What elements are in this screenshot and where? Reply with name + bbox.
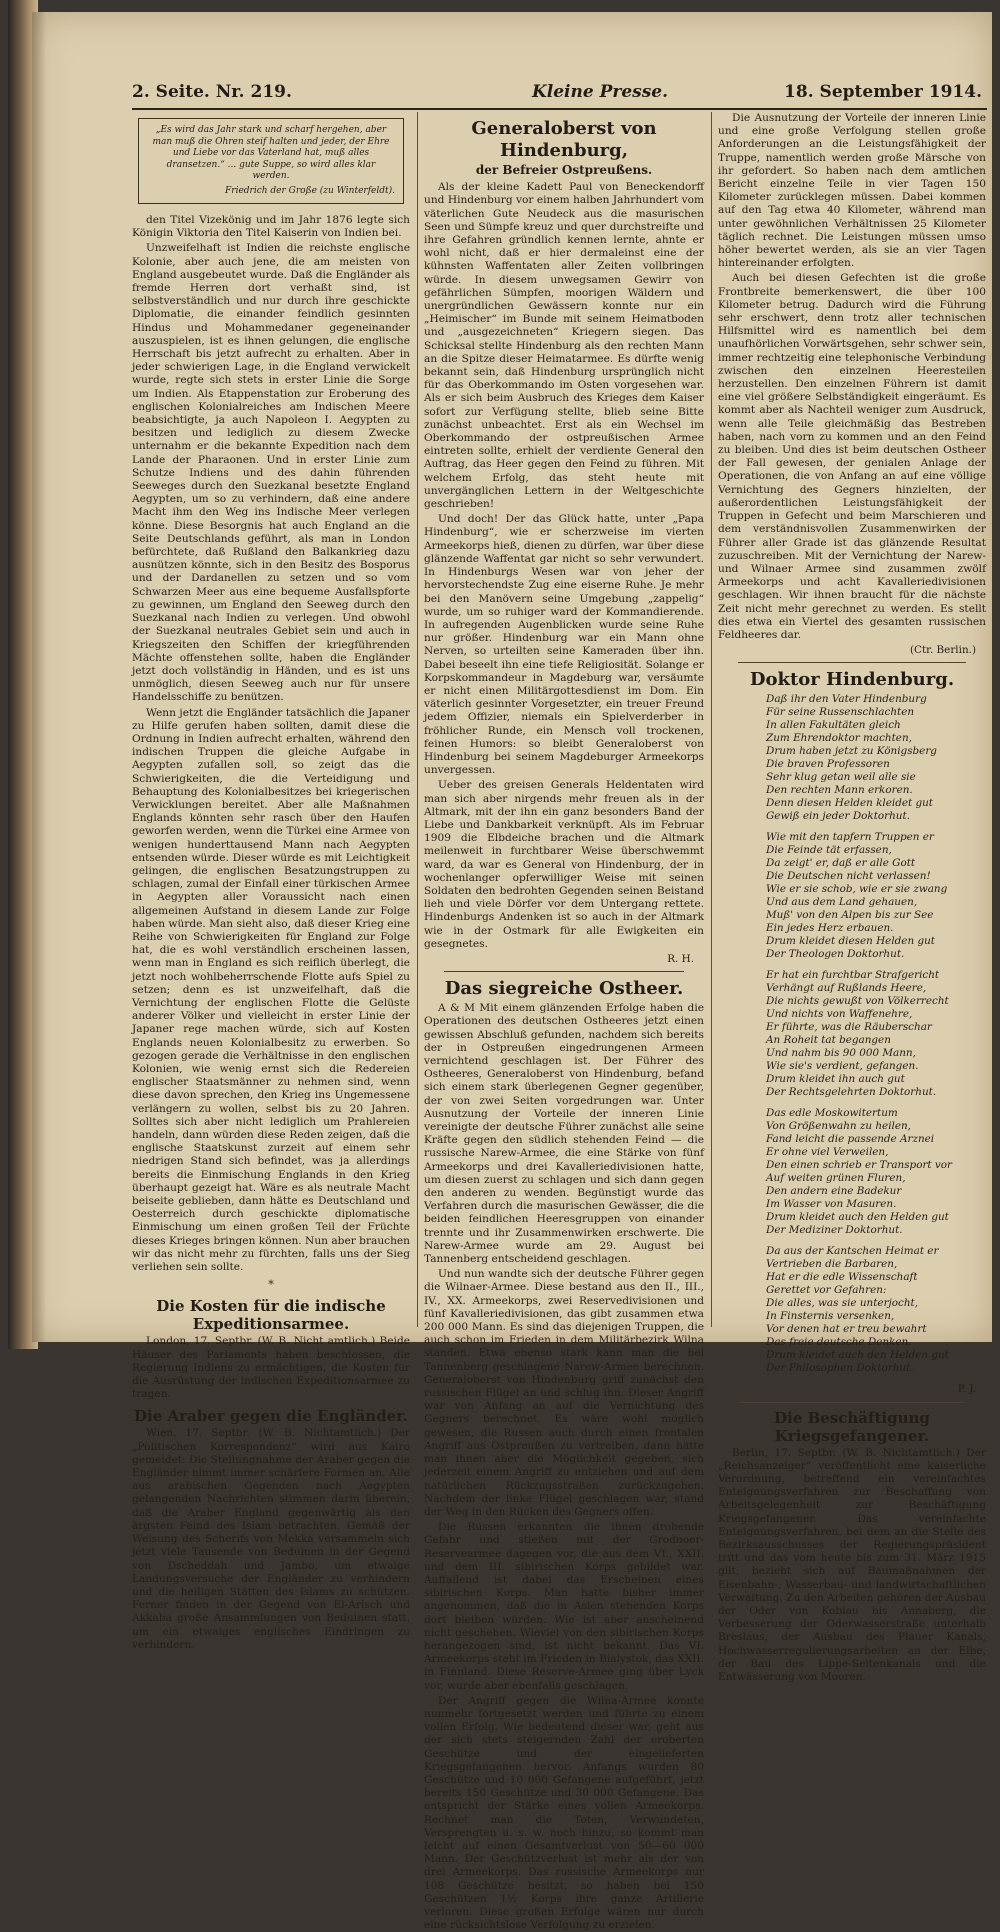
quote-box xyxy=(138,118,404,204)
poem-signature: P. J. xyxy=(957,1383,976,1396)
poem-line: Und nichts von Waffenehre, xyxy=(766,1008,913,1021)
poem-line: Der Rechtsgelehrten Doktorhut. xyxy=(766,1086,937,1099)
poem-line: Drum kleidet diesen Helden gut xyxy=(766,935,935,948)
poem-line: Die nichts gewußt von Völkerrecht xyxy=(766,995,949,1008)
poem-line: Drum kleidet auch den Helden gut xyxy=(766,1349,949,1362)
poem-line: Der Philosophen Doktorhut. xyxy=(766,1362,914,1375)
article-signature: (Ctr. Berlin.) xyxy=(909,644,976,657)
poem-line: Gerettet vor Gefahren: xyxy=(766,1284,887,1297)
poem-stanza xyxy=(718,969,986,1099)
poem-line: Die braven Professoren xyxy=(766,758,890,771)
poem-line: In Finsternis versenken, xyxy=(766,1310,895,1323)
article-paragraph: Und nun wandte sich der deutsche Führer gegen die Wilnaer-Armee. Diese bestand aus den II., III., IV., XX. Armeekorps, zwei Reservedivisionen und fünf Kavalleriedivisionen, das gibt zusammen etwa 200 000 Mann. Es sind das diejenigen Truppen, die auch schon im Frieden in dem Militärbezirk Wilna standen. Etwa ebenso stark kann man die bei Tannenberg geschlagene Narew-Armee berechnen. Generaloberst von Hindenburg griff zunächst den russischen Flügel an und schlug ihn. Dieser Angriff war von Anfang an auf die Vernichtung des Gegners berechnet. Es wäre wohl möglich gewesen, die Russen auch durch einen frontalen Angriff aus Ostpreußen zu vertreiben, dann hätte man ihnen aber die Möglichkeit gegeben, sich jederzeit einem Angriff zu entziehen und auf dem natürlichen Rückzugsstraßen zurückzugehen. Nachdem der linke Flügel geschlagen war, stand der Weg in den Rücken des Gegners offen. xyxy=(424,1268,704,1518)
article-paragraph: Die Russen erkannten die ihnen drohende Gefahr und stießen mit der Grodnoer-Reservearmee dagegen vor, die aus dem VI., XXII. und dem III. sibirischen Korps gebildet war. Auffallend ist dabei das Erscheinen eines sibirischen Korps. Man hatte bisher immer angenommen, daß die in Asien stehenden Korps dort bleiben würden. Wie ist aber anscheinend nicht geschehen. Wieviel von den sibirischen Korps herangezogen sind, ist nicht bekannt. Das VI. Armeekorps steht im Frieden in Bialystok, das XXII. in Finnland. Diese Reserve-Armee ging über Lyck vor, wurde aber ebenfalls geschlagen. xyxy=(424,1521,704,1692)
poem-line: Vertrieben die Barbaren, xyxy=(766,1258,898,1271)
poem-stanza xyxy=(718,831,986,961)
poem-line: Den einen schrieb er Transport vor xyxy=(766,1159,953,1172)
poem-stanza xyxy=(718,1107,986,1237)
section-divider xyxy=(444,971,684,972)
article-paragraph: den Titel Vizekönig und im Jahr 1876 legte sich Königin Viktoria den Titel Kaiserin von Indien bei. xyxy=(132,214,410,240)
section-divider xyxy=(738,662,966,663)
article-paragraph: Ueber des greisen Generals Heldentaten wird man sich aber nirgends mehr freuen als in der Altmark, mit der ihn ein ganz besonders Band der Liebe und Dankbarkeit verknüpft. Als im Februar 1909 die Elbdeiche brachen und die Altmark meilenweit in furchtbarer Weise überschwemmt ward, da war es General von Hindenburg, der in wochenlanger opferwilliger Weise mit seinen Soldaten den bedrohten Gegenden seinen Beistand lieh und viele Dörfer vor dem Untergang rettete. Hindenburgs Andenken ist so auch in der Altmark wie in der Ostmark für alle Ewigkeiten ein gesegnetes. xyxy=(424,779,704,950)
poem-line: Wie sie's verdient, gefangen. xyxy=(766,1060,919,1073)
quote-signature: Friedrich der Große (zu Winterfeldt). xyxy=(225,185,395,196)
poem-line: Muß' von den Alpen bis zur See xyxy=(766,909,934,922)
poem-line: Das edle Moskowitertum xyxy=(766,1107,898,1120)
poem-line: Er führte, was die Räuberschar xyxy=(766,1021,932,1034)
section-divider xyxy=(738,1402,966,1403)
poem-line: Da aus der Kantschen Heimat er xyxy=(766,1245,939,1258)
poem-stanza xyxy=(718,1245,986,1375)
headline-doktor: Doktor Hindenburg. xyxy=(749,669,955,691)
page-header xyxy=(132,82,982,108)
poem-line: Den andern eine Badekur xyxy=(766,1185,902,1198)
poem-stanza xyxy=(718,693,986,823)
article-paragraph: Wien, 17. Septbr. (W. B. Nichtamtlich.) Der „Politischen Korrespondenz“ wird aus Kairo gemeldet: Die Stellungnahme der Araber gegen die Engländer nimmt immer schärfere Formen an. Alle aus arabischen Gegenden nach Aegypten gelangenden Nachrichten stimmen darin überein, daß die Araber England gegenwärtig als den ärgsten Feind des Islam betrachten. Gemäß der Weisung des Scherifs von Mekka versammeln sich jetzt viele Tausende von Beduinen in der Gegend von Dscheddah und Jambo, um etwaige Landungsversuche der Engländer zu verhindern und die heiligen Stätten des Islams zu schützen. Ferner finden in der Gegend von El-Arisch und Akkaba große Ansammlungen von Beduinen statt, um ein etwaiges englisches Eindringen zu verhindern. xyxy=(132,1427,410,1651)
poem-line: Drum kleidet auch den Helden gut xyxy=(766,1211,949,1224)
poem-line: Hat er die edle Wissenschaft xyxy=(766,1271,918,1284)
poem-line: Er ohne viel Verweilen, xyxy=(766,1146,889,1159)
poem-line: Den rechten Mann erkoren. xyxy=(766,784,913,797)
poem-line: Die alles, was sie unterjocht, xyxy=(766,1297,919,1310)
poem-line: Für seine Russenschlachten xyxy=(766,706,915,719)
header-masthead: Kleine Presse. xyxy=(532,82,669,102)
article-paragraph: A & M Mit einem glänzenden Erfolge haben die Operationen des deutschen Ostheeres jetzt einen gewissen Abschluß gefunden, nachdem sich bereits der in Ostpreußen eingedrungenen Armeen vernichtend geschlagen ist. Der Führer des Ostheeres, Generaloberst von Hindenburg, befand sich einem stark überlegenen Gegner gegenüber, der von zwei Seiten vorgedrungen war. Unter Ausnutzung der Vorteile der inneren Linie vereinigte der deutsche Führer zunächst alle seine Kräfte gegen den südlich stehenden Feind — die russische Narew-Armee, die eine Stärke von fünf Armeekorps und drei Kavalleriedivisionen hatte, um diesen zuerst zu schlagen und sich dann gegen den anderen zu wenden. Begünstigt wurde das Verfahren durch die masurischen Gewässer, die die beiden feindlichen Heeresgruppen von einander trennte und ihr Zusammenwirken erschwerte. Die Narew-Armee wurde am 29. August bei Tannenberg entscheidend geschlagen. xyxy=(424,1002,704,1266)
poem-line: In allen Fakultäten gleich xyxy=(766,719,901,732)
poem xyxy=(718,693,986,1375)
headline-ostheer: Das siegreiche Ostheer. xyxy=(444,978,684,1000)
poem-line: Der Theologen Doktorhut. xyxy=(766,948,905,961)
article-paragraph: Wenn jetzt die Engländer tatsächlich die Japaner zu Hilfe gerufen haben sollten, damit diese die Ordnung in Indien aufrecht erhalten, während den indischen Truppen die gleiche Aufgabe in Aegypten zufallen soll, so zeigt das die Schwierigkeiten, die die Verteidigung und Behauptung des Kolonialbesitzes bei kriegerischen Verwicklungen bereitet. Aber alle Maßnahmen Englands könnten sehr rasch über den Haufen geworfen werden, wenn die Türkei eine Armee von wenigen hunderttausend Mann nach Aegypten entsenden würde. Dieser würde es mit Leichtigkeit gelingen, die englischen Besatzungstruppen zu schlagen, zumal der Einfall einer türkischen Armee in Aegypten aller Voraussicht nach einen allgemeinen Aufstand in diesem Lande zur Folge haben würde. Man sieht also, daß dieser Krieg eine Reihe von Schwierigkeiten für England zur Folge hat, die es wohl verständlich erscheinen lassen, wenn man in England es sich reiflich überlegt, die jetzt noch wohlbeherrschende Flotte aufs Spiel zu setzen; denn es ist unzweifelhaft, daß die Vernichtung der englischen Flotte die Gelüste anderer Völker und vielleicht in erster Linie der Japaner rege machen würde, sich auf Kosten Englands neuen Kolonialbesitz zu erwerben. So gezogen gerade die Verhältnisse in den englischen Kolonien, wie wenig ernst sich die Redereien englischer Staatsmänner zu nehmen sind, wenn diese davon sprechen, den Krieg ins Ungemessene verlängern zu wollen, selbst bis zu 20 Jahren. Solltes sich aber nicht lediglich um Prahlereien handeln, dann würden diese Reden zeigen, daß die englische Staatskunst zurzeit auf einem sehr niedrigen Stand sich befindet, was ja allerdings bereits die Einmischung Englands in den Krieg überhaupt gezeigt hat. Wäre es als neutrale Macht beiseite geblieben, dann hätte es Deutschland und Oesterreich durch geschickte diplomatische Einmischung um einen großen Teil der Früchte dieses Krieges bringen können. Nun aber brauchen wir das nicht mehr zu fürchten, falls uns der Sieg verliehen sein sollte. xyxy=(132,706,410,1274)
newspaper-page xyxy=(32,12,992,1932)
headline-costs: Die Kosten für die indische Expeditionsarmee. xyxy=(156,1297,386,1334)
article-paragraph: Die Ausnutzung der Vorteile der inneren Linie und eine große Verfolgung stellen große Anforderungen an die Leistungsfähigkeit der Truppe, namentlich werden große Märsche von ihr gefordert. So haben nach dem amtlichen Bericht einzelne Teile in vier Tagen 150 Kilometer zurücklegen müssen. Dabei kommen auf den Tag etwa 40 Kilometer, während man unter gewöhnlichen Verhältnissen 25 Kilometer täglich rechnet. Die Leistungen müssen umso höher bewertet werden, als sie an vier Tagen hintereinander erfolgten. xyxy=(718,112,986,270)
headline-araber: Die Araber gegen die Engländer. xyxy=(134,1407,408,1426)
poem-line: Drum kleidet ihn auch gut xyxy=(766,1073,905,1086)
column-rule-1 xyxy=(417,112,418,1327)
headline-gefangene: Die Beschäftigung Kriegsgefangener. xyxy=(774,1408,930,1445)
poem-line: Von Größenwahn zu heilen, xyxy=(766,1120,911,1133)
poem-line: Drum haben jetzt zu Königsberg xyxy=(766,745,937,758)
header-rule xyxy=(132,108,987,110)
poem-line: Im Wasser von Masuren. xyxy=(766,1198,897,1211)
poem-line: Und nahm bis 90 000 Mann, xyxy=(766,1047,916,1060)
poem-line: Fand leicht die passende Arznei xyxy=(766,1133,935,1146)
binding-shadow xyxy=(32,12,46,1342)
poem-line: Gewiß ein jeder Doktorhut. xyxy=(766,810,910,823)
article-paragraph: Unzweifelhaft ist Indien die reichste englische Kolonie, aber auch jene, die am meisten von England ausgebeutet wurde. Daß die Engländer als fremde Herren dort verhaßt sind, ist selbstverständlich und nur durch ihre geschickte Diplomatie, die einander feindlich gesinnten Hindus und Mohammedaner gegeneinander auszuspielen, ist es ihnen gelungen, die englische Herrschaft bis jetzt aufrecht zu erhalten. Aber in jeder schwierigen Lage, in die England verwickelt wurde, regte sich stets in erster Linie die Sorge um Indien. Als Etappenstation zur Eroberung des englischen Kolonialreiches am Indischen Meere beabsichtigte, ja auch Napoleon I. Aegypten zu besitzen und lediglich zu diesem Zwecke unternahm er die bekannte Expedition nach dem Lande der Pharaonen. Und in erster Linie zum Schutze Indiens und des dahin führenden Seeweges durch den Suezkanal besetzte England Aegypten, um so zu verhindern, daß eine andere Macht ihm den Weg ins Indische Meer verlegen könne. Diese Besorgnis hat auch England an die Seite Deutschlands geführt, als man in London befürchtete, daß Rußland den Balkankrieg dazu ausnützen könnte, sich in den Besitz des Bosporus und der Dardanellen zu setzen und so vom Schwarzen Meer aus eine bequeme Ausfallspforte zu gewinnen, um England den Seeweg durch den Suezkanal nach Indien zu verlegen. Und obwohl der Suezkanal neutrales Gebiet sein und auch in Kriegszeiten den Schiffen der kriegführenden Mächte offenstehen sollte, haben die Engländer jetzt doch vollständig in Händen, und es ist uns unmöglich, diesen Seeweg auch nur für unsere Handelsschiffe zu benützen. xyxy=(132,242,410,704)
header-page-number: 2. Seite. Nr. 219. xyxy=(132,82,292,102)
poem-line: Sehr klug getan weil alle sie xyxy=(766,771,916,784)
article-paragraph: London, 17. Septbr. (W. B. Nicht amtlich.) Beide Häuser des Parlaments haben beschlossen, die Regierung Indiens zu ermächtigen, die Kosten für die Ausrüstung der indischen Expeditionsarmee zu tragen. xyxy=(132,1335,410,1401)
poem-line: Denn diesen Helden kleidet gut xyxy=(766,797,933,810)
column-rule-2 xyxy=(711,112,712,1327)
article-paragraph: Und doch! Der das Glück hatte, unter „Papa Hindenburg“, wie er scherzweise im vierten Armeekorps hieß, dienen zu dürfen, war über diese glänzende Waffentat gar nicht so sehr verwundert. In Hindenburgs Wesen war von jeher der hervorstechendste Zug eine eiserne Ruhe. Je mehr bei den Manövern seine Umgebung „zappelig“ wurde, um so ruhiger ward der Kommandierende. In aufregenden Augenblicken wurde seine Ruhe nur größer. Hindenburg war ein Mann ohne Nerven, so urteilten seine Kameraden über ihn. Dabei beseelt ihn eine tiefe Religiosität. Solange er Korpskommandeur in Magdeburg war, versäumte er nicht einen Militärgottesdienst im Dom. Ein väterlich gesinnter Vorgesetzter, ein treuer Freund jedem Offizier, niemals ein Spielverderber in fröhlicher Runde, ein Mensch voll trockenen, feinen Humors: so bleibt Generaloberst von Hindenburg bei seinem Magdeburger Armeekorps unvergessen. xyxy=(424,513,704,777)
poem-line: Wie mit den tapfern Truppen er xyxy=(766,831,934,844)
poem-line: Die Deutschen nicht verlassen! xyxy=(766,870,931,883)
column-1 xyxy=(132,112,410,1651)
poem-line: Zum Ehrendoktor machten, xyxy=(766,732,912,745)
column-2 xyxy=(424,112,704,1932)
poem-line: Und aus dem Land gehauen, xyxy=(766,896,918,909)
subheadline-hindenburg: der Befreier Ostpreußens. xyxy=(475,163,653,177)
article-paragraph: Auch bei diesen Gefechten ist die große Frontbreite bemerkenswert, die über 100 Kilometer betrug. Dadurch wird die Führung sehr erschwert, denn trotz aller technischen Hilfsmittel wird es namentlich bei dem unaufhörlichen Vorwärtsgehen, sehr schwer sein, immer rechtzeitig eine telephonische Verbindung zwischen den einzelnen Heeresteilen herzustellen. Den einzelnen Führern ist damit eine viel größere Selbständigkeit eingeräumt. Es kommt aber als Nachteil weniger zum Ausdruck, wenn alle Teile gleichmäßig das Bestreben haben, nach vorn zu kommen und an den Feind zu bleiben. Und dies ist beim deutschen Ostheer der Fall gewesen, der genialen Anlage der Operationen, die von Anfang an auf eine völlige Vernichtung des Gegners hinzielten, der außerordentlichen Leistungsfähigkeit der Truppen in Gefecht und beim Marschieren und dem verständnisvollen Zusammenwirken der Führer aller Grade ist das glänzende Resultat zuzuschreiben. Mit der Vernichtung der Narew- und Wilnaer Armee sind zusammen zwölf Armeekorps und acht Kavalleriedivisionen geschlagen. Wir ihnen braucht für die nächste Zeit nicht mehr gerechnet zu werden. Es stellt dies etwa ein Viertel des gesamten russischen Feldheeres dar. xyxy=(718,272,986,641)
poem-line: Er hat ein furchtbar Strafgericht xyxy=(766,969,940,982)
poem-line: Das freie deutsche Denken. xyxy=(766,1336,912,1349)
article-paragraph: Der Angriff gegen die Wilna-Armee konnte nunmehr fortgesetzt werden und führte zu einem vollen Erfolg. Wie bedeutend dieser war, geht aus der sich stets steigernden Zahl der eroberten Geschütze und der eingelieferten Kriegsgefangenen hervor. Anfangs wurden 80 Geschütze und 10 000 Gefangene aufgeführt, jetzt bereits 150 Geschütze und 30 000 Gefangene. Das entspricht der Stärke eines vollen Armeekorps. Rechnet man die Toten, Verwundeten, Versprengten u. s. w. noch hinzu, so kommt man leicht auf einen Gesamtverlust von 50—60 000 Mann. Der Geschützverlust ist mehr als der von drei Armeekorps. Das russische Armeekorps nur 108 Geschütze besitzt, so haben bei 150 Geschützen 1½ Korps ihre ganze Artillerie verloren. Diese großen Erfolge wären nur durch eine rücksichtslose Verfolgung zu erzielen. xyxy=(424,1694,704,1932)
poem-line: Vor denen hat er treu bewahrt xyxy=(766,1323,927,1336)
article-signature: R. H. xyxy=(667,952,694,965)
poem-line: Wie er sie schob, wie er sie zwang xyxy=(766,883,948,896)
article-paragraph: Berlin, 17. Septbr. (W. B. Nichtamtlich.) Der „Reichsanzeiger“ veröffentlicht eine kaiserliche Verordnung, betreffend ein vereinfachtes Enteignungsverfahren zur Beschaffung von Arbeitsgelegenheit zur Beschäftigung Kriegsgefangener. Das vereinfachte Enteignungsverfahren, bei dem an die Stelle des Bezirksausschusses der Regierungspräsident tritt und das vom heute bis zum 31. März 1915 gilt, bezieht sich auf Baumaßnahmen der Eisenbahn-, Wasserbau- und landwirtschaftlichen Verwaltung. Zu den Arbeiten gehören der Ausbau der Oder von Koblau bis Annaberg, die Verbesserung der Oderwasserstraße unterhalb Breslaus, der Ausbau des Plauer Kanals, Hochwasserregulierungsarbeiten an der Elbe, der Bau des Lippe-Seitenkanals und die Entwässerung von Mooren. xyxy=(718,1446,986,1683)
poem-line: Auf weiten grünen Fluren, xyxy=(766,1172,906,1185)
column-3 xyxy=(718,112,986,1683)
headline-hindenburg: Generaloberst von Hindenburg, xyxy=(471,118,657,161)
poem-line: Verhängt auf Rußlands Heere, xyxy=(766,982,927,995)
poem-line: Ein jedes Herz erbauen. xyxy=(766,922,894,935)
poem-line: Die Feinde tät erfassen, xyxy=(766,844,892,857)
poem-line: Daß ihr den Vater Hindenburg xyxy=(766,693,927,706)
poem-line: Der Mediziner Doktorhut. xyxy=(766,1224,903,1237)
asterisk-divider: * xyxy=(268,1278,274,1292)
poem-line: An Roheit tat begangen xyxy=(766,1034,891,1047)
poem-line: Da zeigt' er, daß er alle Gott xyxy=(766,857,916,870)
header-date: 18. September 1914. xyxy=(784,82,982,102)
quote-text: „Es wird das Jahr stark und scharf hergehen, aber man muß die Ohren steif halten und jeder, der Ehre und Liebe vor das Vaterland hat, muß alles dransetzen.“ ... gute Suppe, so wird alles klar werden. xyxy=(152,125,390,181)
article-paragraph: Als der kleine Kadett Paul von Beneckendorff und Hindenburg vor einem halben Jahrhundert vom väterlichen Gute Neudeck aus die masurischen Seen und Sümpfe kreuz und quer durchstreifte und ihre Gefahren gründlich kennen lernte, ahnte er wohl nicht, daß er hier dermaleinst eine der kühnsten Waffentaten aller Zeiten vollbringen würde. In diesem unwegsamen Gewirr von gefährlichen Sümpfen, moorigen Wäldern und unergründlichen Gewässern konnte nur ein „Heimischer“ im Bunde mit seinem Heimatboden und „ausgezeichneten“ Kriegern siegen. Das Schicksal stellte Hindenburg als den rechten Mann an die Spitze dieser Heimatarmee. Es dürfte wenig bekannt sein, daß Hindenburg ursprünglich nicht für das Oberkommando im Osten vorgesehen war. Als er sich beim Ausbruch des Krieges dem Kaiser sofort zur Verfügung stellte, blieb seine Bitte zunächst unbeachtet. Erst als ein Wechsel im Oberkommando der ostpreußischen Armee eintreten sollte, erhielt der verdiente General den Auftrag, das Heer gegen den Feind zu führen. Mit welchem Erfolg, das steht heute mit unvergänglichen Lettern in der Weltgeschichte geschrieben! xyxy=(424,181,704,511)
